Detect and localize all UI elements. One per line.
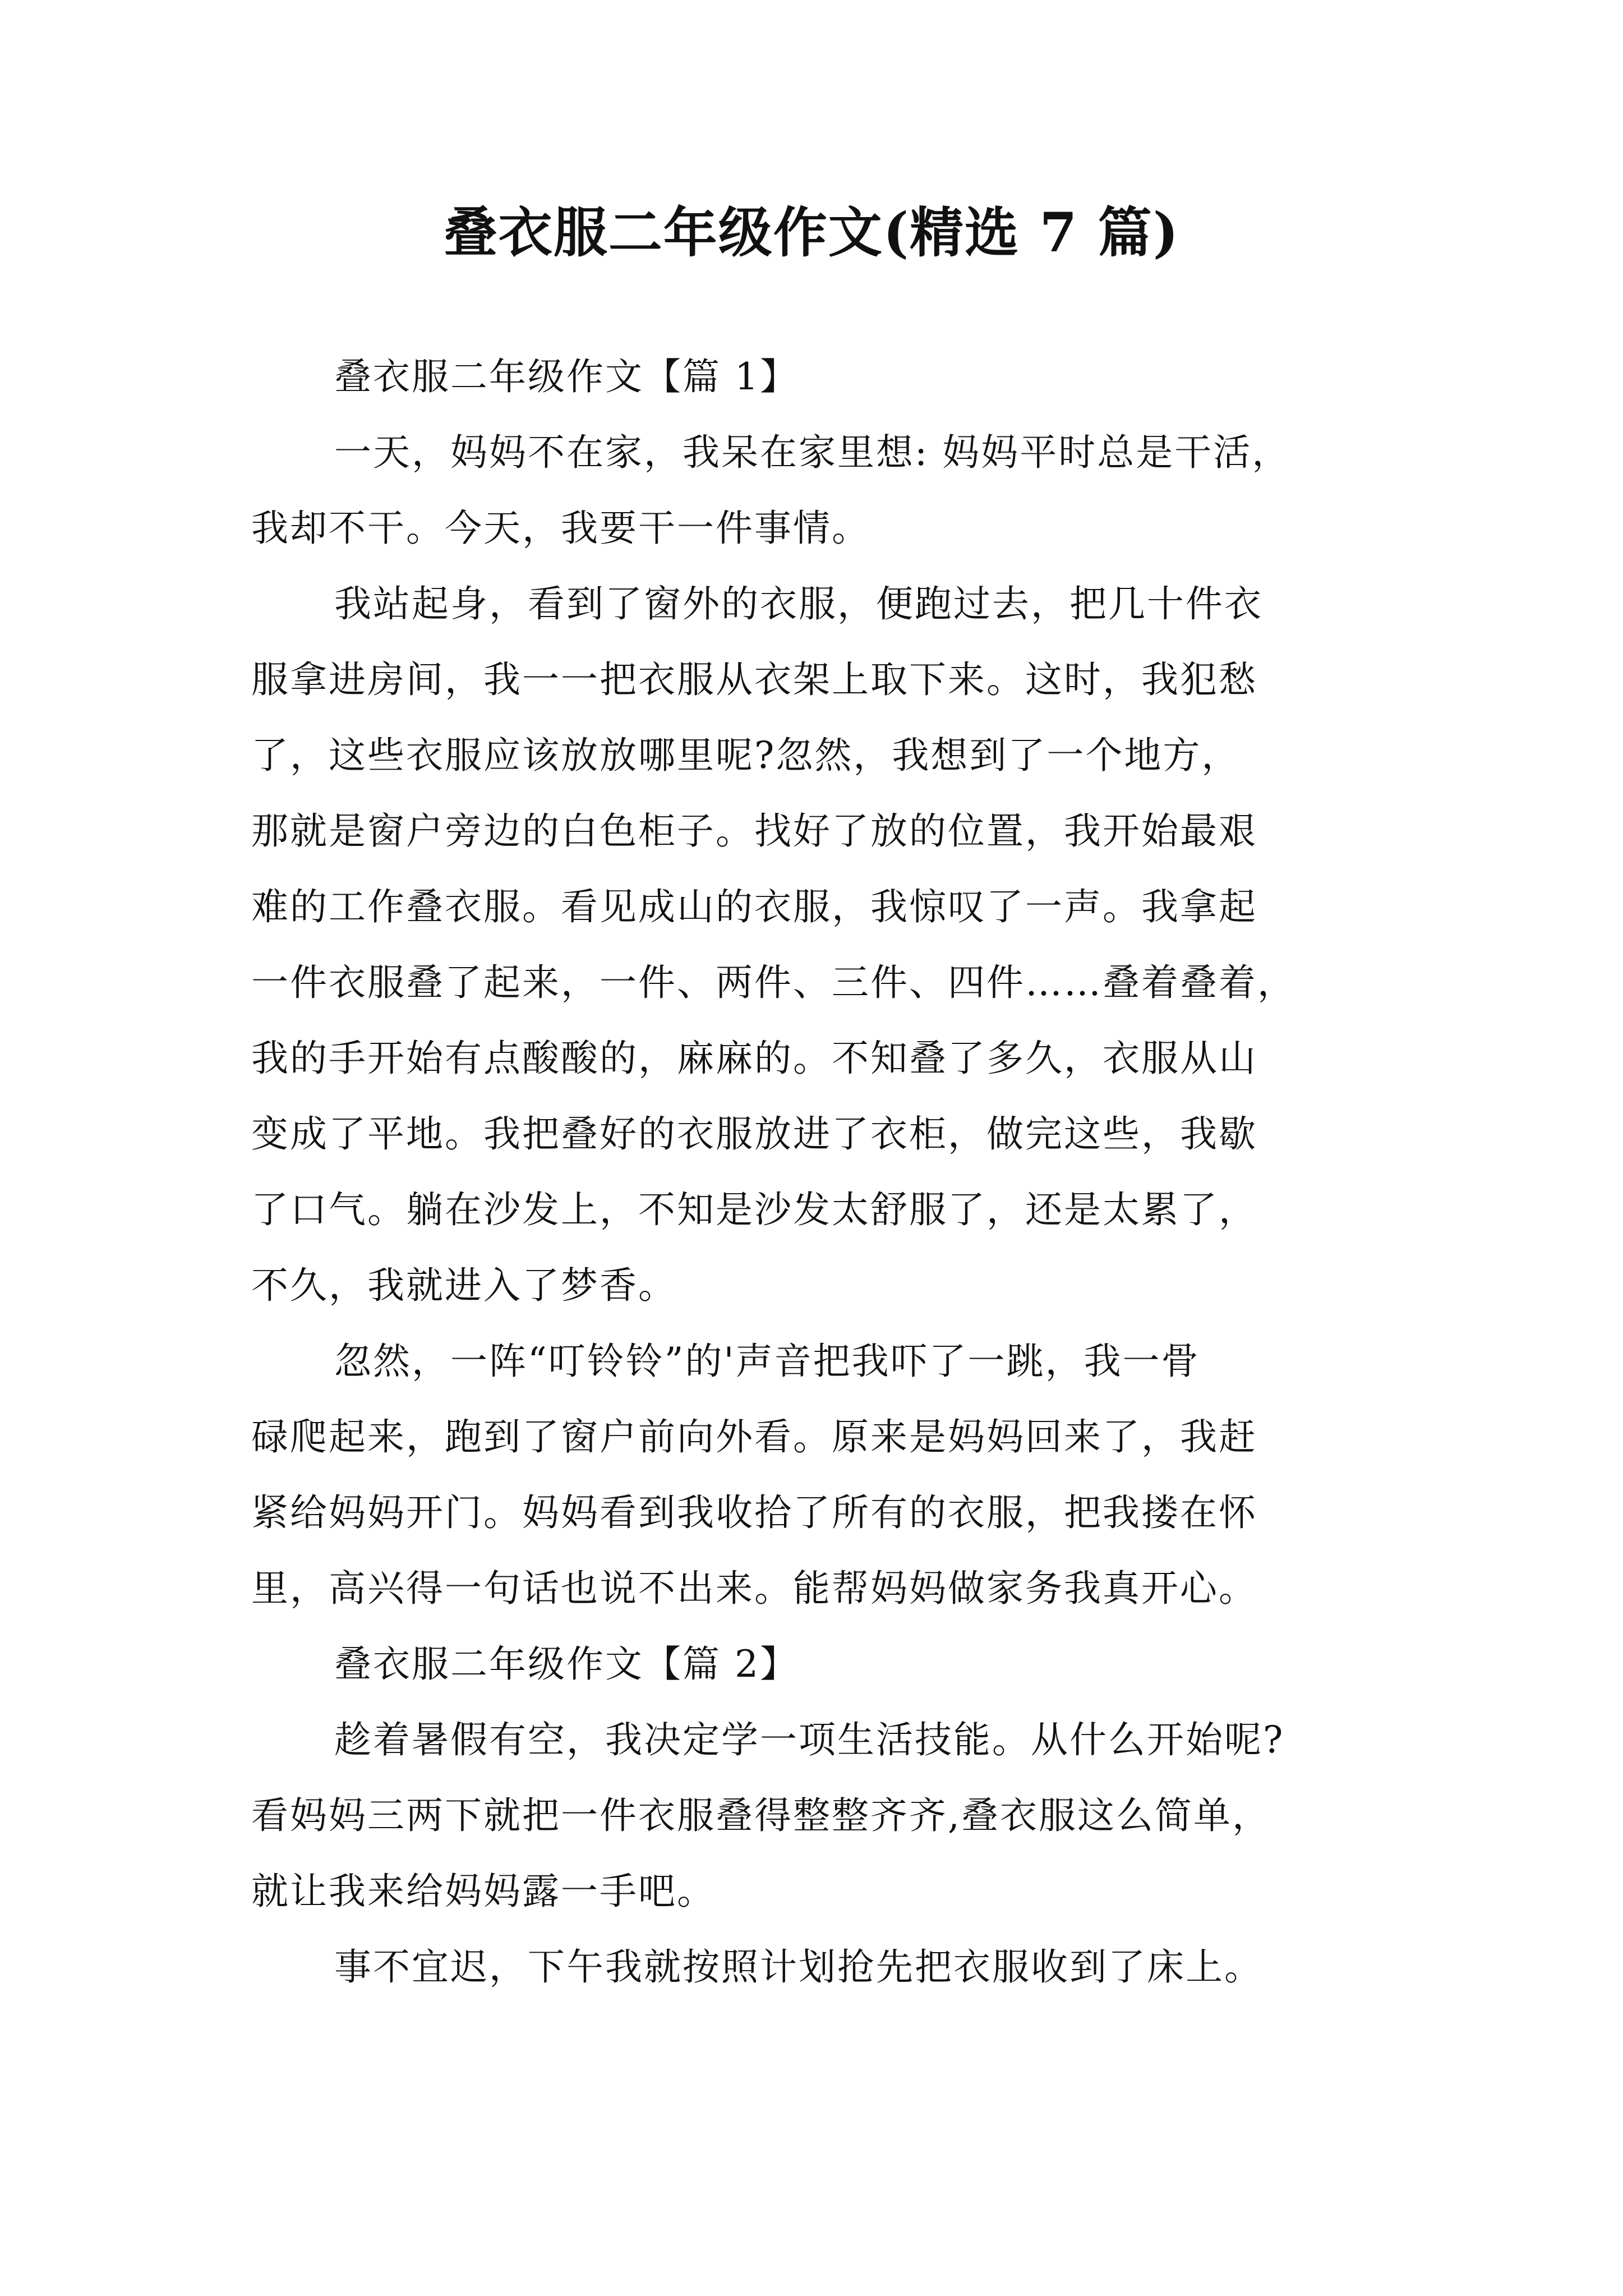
paragraph-line: 碌爬起来，跑到了窗户前向外看。原来是妈妈回来了，我赶	[251, 1415, 1257, 1458]
paragraph-line: 趁着暑假有空，我决定学一项生活技能。从什么开始呢?	[334, 1718, 1285, 1761]
paragraph-line: 不久，我就进入了梦香。	[251, 1264, 677, 1307]
paragraph-line: 忽然，一阵“叮铃铃”的'声音把我吓了一跳，我一骨	[334, 1340, 1200, 1383]
paragraph-line: 服拿进房间，我一一把衣服从衣架上取下来。这时，我犯愁	[251, 658, 1257, 701]
paragraph-line: 了口气。躺在沙发上，不知是沙发太舒服了，还是太累了，	[251, 1188, 1257, 1231]
paragraph-line: 里，高兴得一句话也说不出来。能帮妈妈做家务我真开心。	[251, 1567, 1257, 1610]
paragraph-line: 我却不干。今天，我要干一件事情。	[251, 507, 870, 550]
paragraph-line: 事不宜迟，下午我就按照计划抢先把衣服收到了床上。	[334, 1945, 1263, 1989]
paragraph-line: 一天，妈妈不在家，我呆在家里想: 妈妈平时总是干活，	[334, 431, 1291, 474]
paragraph-line: 就让我来给妈妈露一手吧。	[251, 1870, 716, 1913]
paragraph-line: 变成了平地。我把叠好的衣服放进了衣柜，做完这些，我歇	[251, 1112, 1257, 1156]
section-heading-2: 叠衣服二年级作文【篇 2】	[334, 1642, 799, 1686]
paragraph-line: 我的手开始有点酸酸的，麻麻的。不知叠了多久，衣服从山	[251, 1037, 1257, 1080]
paragraph-line: 一件衣服叠了起来，一件、两件、三件、四件……叠着叠着，	[251, 961, 1296, 1004]
paragraph-line: 了，这些衣服应该放放哪里呢?忽然，我想到了一个地方，	[251, 734, 1241, 777]
document-body	[251, 339, 1398, 2005]
paragraph-line: 看妈妈三两下就把一件衣服叠得整整齐齐,叠衣服这么简单，	[251, 1794, 1271, 1837]
paragraph-line: 紧给妈妈开门。妈妈看到我收拾了所有的衣服，把我搂在怀	[251, 1491, 1257, 1534]
paragraph-line: 那就是窗户旁边的白色柜子。找好了放的位置，我开始最艰	[251, 809, 1257, 853]
paragraph-line: 我站起身，看到了窗外的衣服，便跑过去，把几十件衣	[334, 582, 1263, 625]
paragraph-line: 难的工作叠衣服。看见成山的衣服，我惊叹了一声。我拿起	[251, 885, 1257, 928]
document-title: 叠衣服二年级作文(精选 7 篇)	[443, 201, 1180, 264]
section-heading-1: 叠衣服二年级作文【篇 1】	[334, 355, 799, 398]
